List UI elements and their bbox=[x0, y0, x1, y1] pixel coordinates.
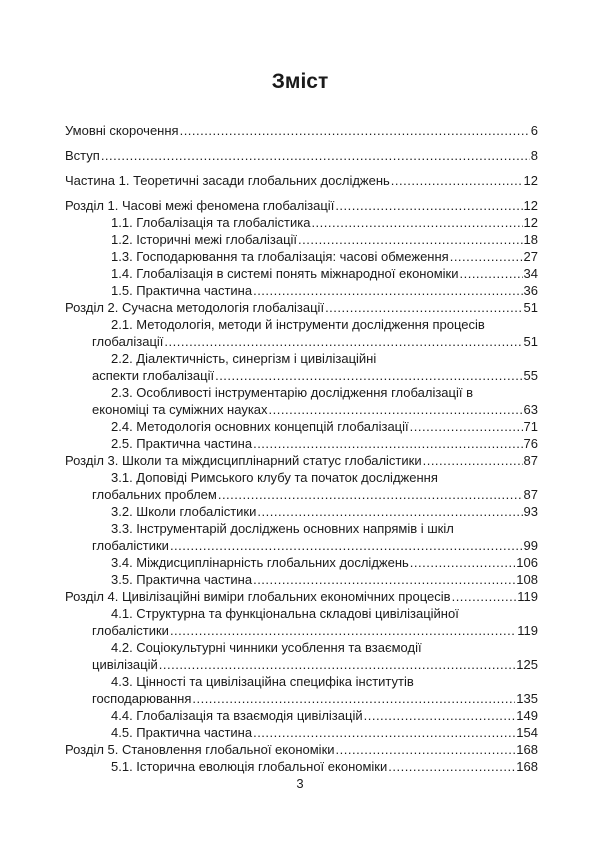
dot-leader bbox=[423, 452, 523, 469]
dot-leader bbox=[450, 248, 523, 265]
toc-entry-page: 119 bbox=[517, 589, 538, 604]
dot-leader bbox=[269, 401, 523, 418]
toc-entry-page: 76 bbox=[523, 436, 538, 451]
page-title: Зміст bbox=[271, 70, 329, 93]
toc-entry-page: 27 bbox=[523, 249, 538, 264]
toc-entry bbox=[111, 554, 538, 571]
toc-entry bbox=[65, 122, 538, 139]
toc-entry-title: 5.1. Історична еволюція глобальної економіки bbox=[111, 759, 388, 774]
toc-entry-page: 55 bbox=[523, 368, 538, 383]
toc-entry bbox=[65, 741, 538, 758]
toc-entry-page: 36 bbox=[523, 283, 538, 298]
dot-leader bbox=[253, 724, 515, 741]
dot-leader bbox=[257, 503, 522, 520]
dot-leader bbox=[410, 554, 516, 571]
dot-leader bbox=[253, 571, 515, 588]
toc-entry bbox=[111, 707, 538, 724]
page-number: 3 bbox=[296, 776, 304, 791]
dot-leader bbox=[391, 172, 523, 189]
toc-entry-page: 51 bbox=[523, 300, 538, 315]
dot-leader bbox=[410, 418, 523, 435]
toc-entry bbox=[92, 350, 538, 384]
toc-entry bbox=[65, 452, 538, 469]
toc-entry-heading: 4.1. Структурна та функціональна складові цивілізаційної bbox=[111, 606, 459, 621]
toc-entry-page: 125 bbox=[516, 657, 538, 672]
toc-entry-title: Розділ 3. Школи та міждисциплінарний статус глобалістики bbox=[65, 453, 422, 468]
toc-entry-title: 3.2. Школи глобалістики bbox=[111, 504, 257, 519]
toc-entry-title: економіці та суміжних науках bbox=[92, 402, 268, 417]
toc-entry-title: 1.2. Історичні межі глобалізації bbox=[111, 232, 298, 247]
toc-entry bbox=[92, 639, 538, 673]
dot-leader bbox=[253, 435, 522, 452]
toc-entry-title: 1.1. Глобалізація та глобалістика bbox=[111, 215, 311, 230]
toc-entry-page: 71 bbox=[523, 419, 538, 434]
toc-entry-page: 12 bbox=[523, 173, 538, 188]
toc-entry-heading: 4.3. Цінності та цивілізаційна специфіка інститутів bbox=[111, 674, 414, 689]
toc-entry-title: Умовні скорочення bbox=[65, 123, 179, 138]
toc-entry-title: глобальних проблем bbox=[92, 487, 217, 502]
toc-entry-heading: 2.3. Особливості інструментарію дослідження глобалізації в bbox=[111, 385, 473, 400]
toc-entry-page: 106 bbox=[516, 555, 538, 570]
toc-entry-title: цивілізацій bbox=[92, 657, 158, 672]
dot-leader bbox=[459, 265, 522, 282]
toc-entry-title: господарювання bbox=[92, 691, 192, 706]
toc-entry bbox=[111, 214, 538, 231]
dot-leader bbox=[364, 707, 516, 724]
toc-entry-title: аспекти глобалізації bbox=[92, 368, 215, 383]
dot-leader bbox=[253, 282, 522, 299]
toc-entry-page: 87 bbox=[523, 487, 538, 502]
toc-entry-title: 1.3. Господарювання та глобалізація: часові обмеження bbox=[111, 249, 449, 264]
toc-entry-title: 4.4. Глобалізація та взаємодія цивілізацій bbox=[111, 708, 363, 723]
toc-entry-heading: 4.2. Соціокультурні чинники усоблення та взаємодії bbox=[111, 640, 422, 655]
toc-entry-page: 99 bbox=[523, 538, 538, 553]
dot-leader bbox=[335, 197, 522, 214]
toc-entry-heading: 2.2. Діалектичність, синергізм і цивілізаційні bbox=[111, 351, 377, 366]
dot-leader bbox=[180, 122, 530, 139]
dot-leader bbox=[170, 622, 516, 639]
toc-entry-title: глобалістики bbox=[92, 538, 169, 553]
dot-leader bbox=[311, 214, 522, 231]
toc-entry-title: Частина 1. Теоретичні засади глобальних досліджень bbox=[65, 173, 390, 188]
toc-entry bbox=[111, 758, 538, 775]
dot-leader bbox=[215, 367, 522, 384]
toc-entry-heading: 3.1. Доповіді Римського клубу та початок дослідження bbox=[111, 470, 438, 485]
toc-entry bbox=[65, 197, 538, 214]
toc-entry bbox=[111, 418, 538, 435]
toc-entry-title: 3.5. Практична частина bbox=[111, 572, 253, 587]
toc-entry bbox=[65, 147, 538, 164]
toc-entry bbox=[92, 469, 538, 503]
toc-entry-title: глобалізації bbox=[92, 334, 164, 349]
toc-entry-page: 168 bbox=[516, 759, 538, 774]
toc-entry bbox=[111, 265, 538, 282]
toc-entry-title: Розділ 2. Сучасна методологія глобалізації bbox=[65, 300, 325, 315]
dot-leader bbox=[192, 690, 515, 707]
toc-entry-heading: 2.1. Методологія, методи й інструменти дослідження процесів bbox=[111, 317, 485, 332]
dot-leader bbox=[452, 588, 517, 605]
dot-leader bbox=[298, 231, 523, 248]
toc-entry-title: Розділ 1. Часові межі феномена глобалізації bbox=[65, 198, 335, 213]
toc-entry bbox=[65, 172, 538, 189]
toc-entry-page: 135 bbox=[516, 691, 538, 706]
toc-entry bbox=[111, 248, 538, 265]
toc-entry-title: 3.4. Міждисциплінарність глобальних досліджень bbox=[111, 555, 409, 570]
dot-leader bbox=[101, 147, 530, 164]
toc-entry-heading: 3.3. Інструментарій досліджень основних напрямів і шкіл bbox=[111, 521, 454, 536]
toc-entry bbox=[92, 673, 538, 707]
toc-entry-page: 168 bbox=[516, 742, 538, 757]
toc-entry-page: 12 bbox=[523, 198, 538, 213]
toc-entry bbox=[111, 231, 538, 248]
toc-entry bbox=[111, 435, 538, 452]
toc-entry bbox=[92, 316, 538, 350]
toc-entry-page: 34 bbox=[523, 266, 538, 281]
toc-entry-title: 1.4. Глобалізація в системі понять міжнародної економіки bbox=[111, 266, 459, 281]
toc-entry-title: 2.5. Практична частина bbox=[111, 436, 253, 451]
toc-entry-page: 8 bbox=[530, 148, 538, 163]
toc-entry-title: 4.5. Практична частина bbox=[111, 725, 253, 740]
toc-entry-title: глобалістики bbox=[92, 623, 169, 638]
toc-entry bbox=[92, 520, 538, 554]
dot-leader bbox=[164, 333, 522, 350]
dot-leader bbox=[159, 656, 516, 673]
dot-leader bbox=[218, 486, 523, 503]
toc-entry bbox=[65, 588, 538, 605]
toc-entry-page: 149 bbox=[516, 708, 538, 723]
dot-leader bbox=[170, 537, 523, 554]
toc-entry-title: 1.5. Практична частина bbox=[111, 283, 253, 298]
toc-entry-page: 63 bbox=[523, 402, 538, 417]
dot-leader bbox=[325, 299, 522, 316]
toc-entry-page: 154 bbox=[516, 725, 538, 740]
toc-entry-title: Розділ 4. Цивілізаційні виміри глобальних економічних процесів bbox=[65, 589, 451, 604]
toc-entry-title: 2.4. Методологія основних концепцій глобалізації bbox=[111, 419, 409, 434]
toc-entry-page: 119 bbox=[517, 623, 538, 638]
toc-entry-page: 18 bbox=[523, 232, 538, 247]
toc-entry bbox=[92, 605, 538, 639]
toc-entry bbox=[111, 724, 538, 741]
toc-entry bbox=[92, 384, 538, 418]
dot-leader bbox=[336, 741, 516, 758]
toc-entry-page: 108 bbox=[516, 572, 538, 587]
toc-entry-title: Вступ bbox=[65, 148, 100, 163]
toc-entry bbox=[111, 503, 538, 520]
toc-entry-page: 6 bbox=[530, 123, 538, 138]
toc-entry-page: 51 bbox=[523, 334, 538, 349]
toc-entry bbox=[65, 299, 538, 316]
toc-entry bbox=[111, 282, 538, 299]
dot-leader bbox=[388, 758, 515, 775]
toc-entry-page: 93 bbox=[523, 504, 538, 519]
toc-entry-page: 87 bbox=[523, 453, 538, 468]
toc-entry-title: Розділ 5. Становлення глобальної економіки bbox=[65, 742, 335, 757]
toc-entry-page: 12 bbox=[523, 215, 538, 230]
toc-entry bbox=[111, 571, 538, 588]
